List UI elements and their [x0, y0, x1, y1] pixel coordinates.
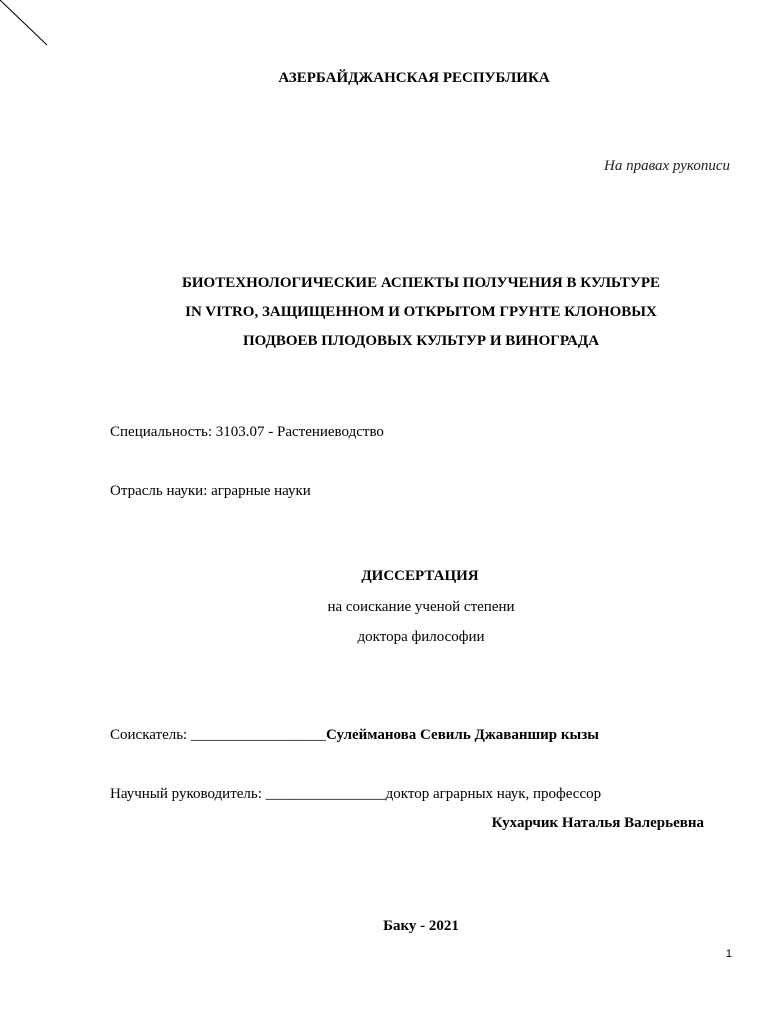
corner-fold-mark — [0, 0, 60, 60]
degree-purpose-line: на соискание ученой степени — [327, 599, 515, 615]
supervisor-degree: доктор аграрных наук, профессор — [385, 786, 602, 802]
supervisor-label: Научный руководитель: — [110, 786, 266, 802]
applicant-name: Сулейманова Севиль Джаваншир кызы — [325, 727, 599, 743]
specialty-line: Специальность: 3103.07 - Растениеводство — [110, 424, 384, 440]
country-heading: АЗЕРБАЙДЖАНСКАЯ РЕСПУБЛИКА — [278, 70, 550, 86]
rights-note: На правах рукописи — [604, 158, 730, 174]
science-branch-line: Отрасль науки: аграрные науки — [110, 483, 311, 499]
applicant-line — [110, 727, 599, 744]
city-year: Баку - 2021 — [383, 918, 459, 934]
supervisor-name: Кухарчик Наталья Валерьевна — [491, 815, 704, 831]
applicant-label: Соискатель: — [110, 727, 191, 743]
degree-name-line: доктора философии — [357, 629, 485, 645]
dissertation-title-line-3: ПОДВОЕВ ПЛОДОВЫХ КУЛЬТУР И ВИНОГРАДА — [242, 333, 600, 349]
page-number: 1 — [725, 948, 732, 960]
dissertation-heading: ДИССЕРТАЦИЯ — [361, 568, 479, 584]
supervisor-line — [110, 786, 601, 803]
dissertation-title-line-1: БИОТЕХНОЛОГИЧЕСКИЕ АСПЕКТЫ ПОЛУЧЕНИЯ В КУЛЬТУРЕ — [181, 275, 661, 291]
supervisor-signature-blank: ________________ — [265, 786, 386, 802]
dissertation-title-line-2: IN VITRO, ЗАЩИЩЕННОМ И ОТКРЫТОМ ГРУНТЕ КЛОНОВЫХ — [185, 304, 657, 320]
applicant-signature-blank: __________________ — [190, 727, 326, 743]
